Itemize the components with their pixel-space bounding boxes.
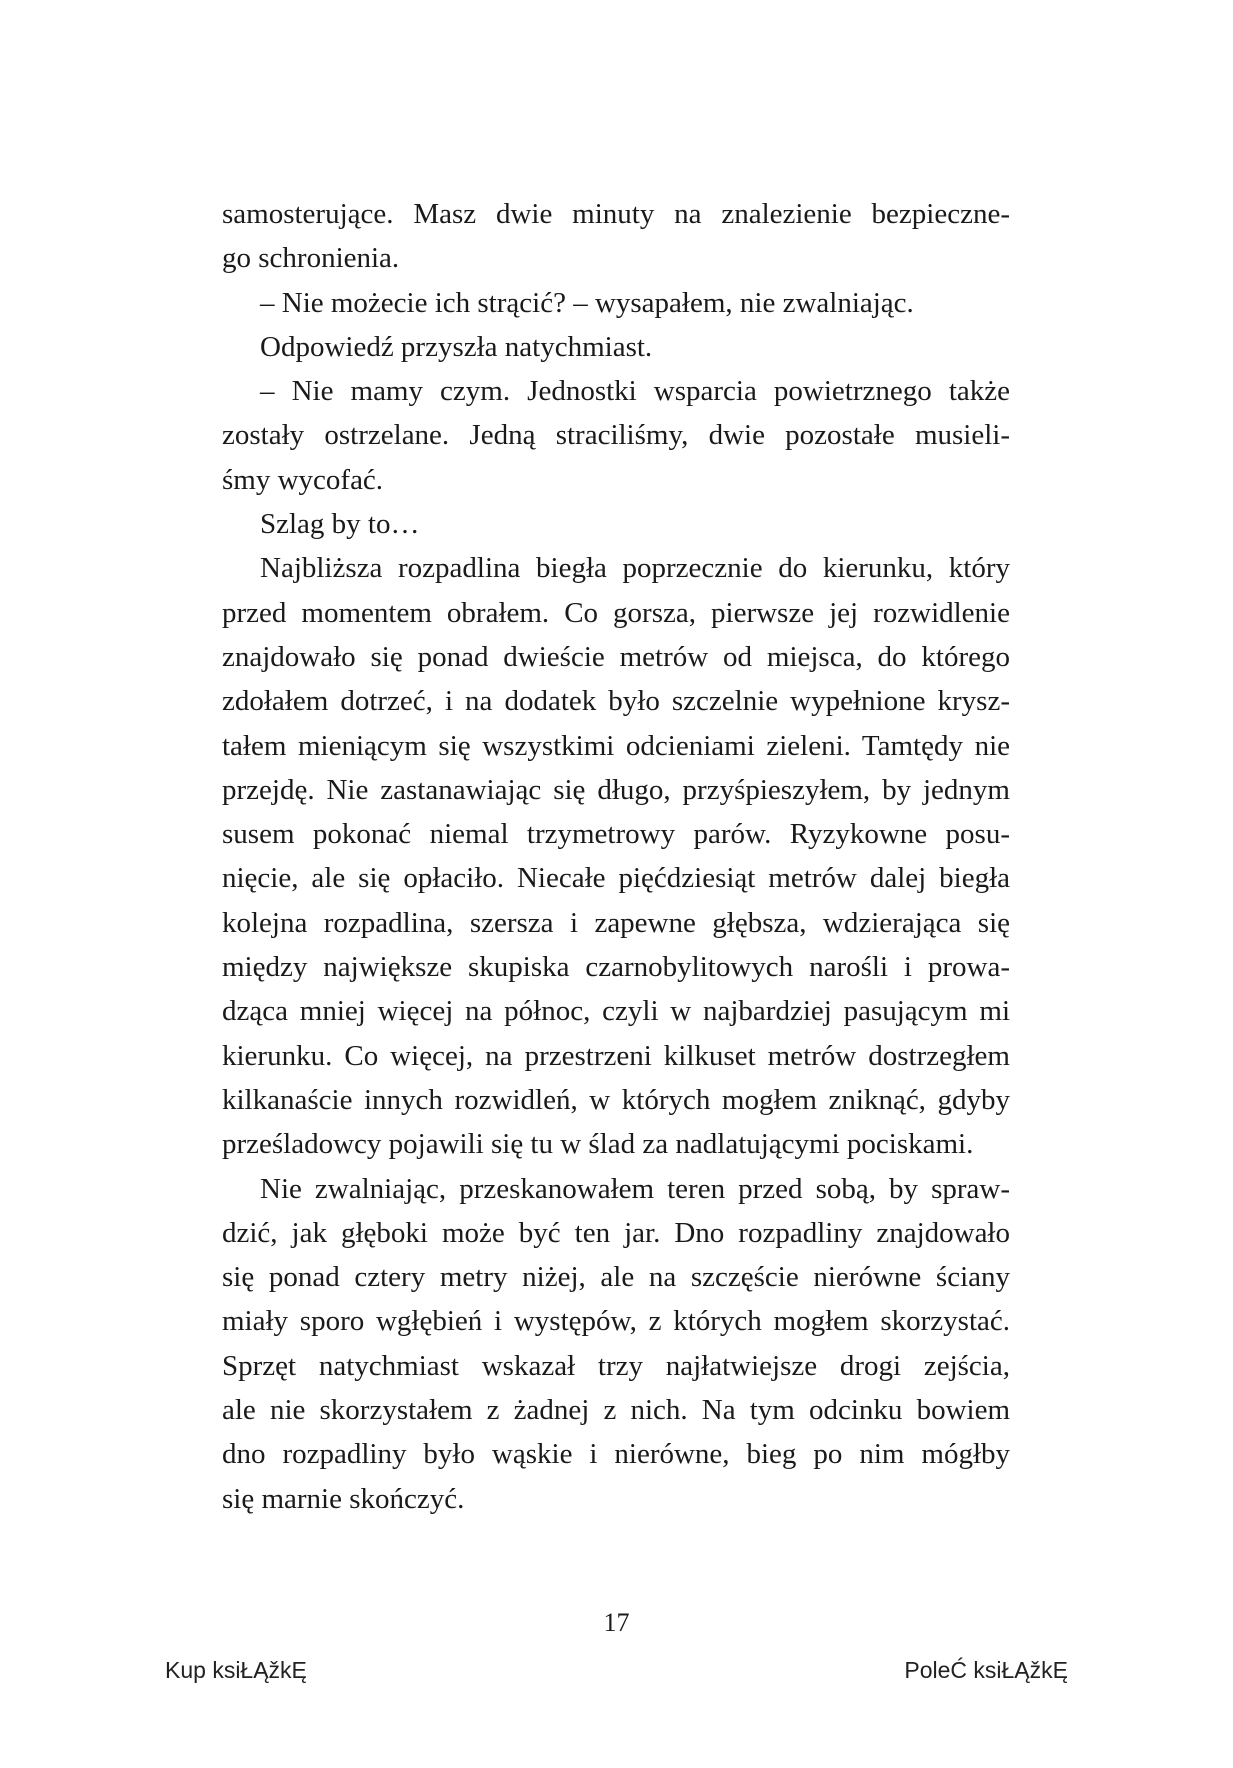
text-line: kierunku. Co więcej, na przestrzeni kilkuset metrów dostrzegłem xyxy=(222,1039,1010,1072)
text-line: się ponad cztery metry niżej, ale na szczęście nierówne ściany xyxy=(222,1261,1010,1294)
text-line: tałem mieniącym się wszystkimi odcieniami zieleni. Tamtędy nie xyxy=(222,729,1010,762)
text-line: przejdę. Nie zastanawiając się długo, przyśpieszyłem, by jednym xyxy=(222,773,1010,806)
text-line: dząca mniej więcej na północ, czyli w najbardziej pasującym mi xyxy=(222,995,1010,1028)
text-line: – Nie możecie ich strącić? – wysapałem, nie zwalniając. xyxy=(260,286,914,319)
text-line: zostały ostrzelane. Jedną straciliśmy, dwie pozostałe musieli- xyxy=(222,419,1010,452)
text-line: śmy wycofać. xyxy=(222,463,384,496)
text-line: zdołałem dotrzeć, i na dodatek było szczelnie wypełnione krysz- xyxy=(222,685,1010,718)
text-line: dno rozpadliny było wąskie i nierówne, bieg po nim mógłby xyxy=(222,1438,1010,1471)
text-line: miały sporo wgłębień i występów, z których mogłem skorzystać. xyxy=(222,1305,1010,1338)
text-line: dzić, jak głęboki może być ten jar. Dno rozpadliny znajdowało xyxy=(222,1216,1010,1249)
text-line: kolejna rozpadlina, szersza i zapewne głębsza, wdzierająca się xyxy=(222,906,1010,939)
text-line: prześladowcy pojawili się tu w ślad za nadlatującymi pociskami. xyxy=(222,1128,974,1161)
text-line: znajdowało się ponad dwieście metrów od miejsca, do którego xyxy=(222,640,1010,673)
text-line: – Nie mamy czym. Jednostki wsparcia powietrznego także xyxy=(260,375,1010,408)
text-line: Nie zwalniając, przeskanowałem teren przed sobą, by spraw- xyxy=(260,1172,1010,1205)
footer-recommend-book-link[interactable]: PoleĆ ksiŁĄžkĘ xyxy=(904,1657,1068,1683)
text-line: ale nie skorzystałem z żadnej z nich. Na tym odcinku bowiem xyxy=(222,1394,1010,1427)
text-line: przed momentem obrałem. Co gorsza, pierwsze jej rozwidlenie xyxy=(222,596,1010,629)
text-line: go schronienia. xyxy=(222,242,400,275)
text-line: się marnie skończyć. xyxy=(222,1482,465,1515)
footer-buy-book-link[interactable]: Kup ksiŁĄžkĘ xyxy=(165,1657,307,1683)
body-text xyxy=(222,192,1010,1521)
text-line: susem pokonać niemal trzymetrowy parów. Ryzykowne posu- xyxy=(222,818,1010,851)
text-line: Najbliższa rozpadlina biegła poprzecznie do kierunku, który xyxy=(260,552,1010,585)
text-line: nięcie, ale się opłaciło. Niecałe pięćdziesiąt metrów dalej biegła xyxy=(222,862,1010,895)
text-line: Szlag by to… xyxy=(260,508,420,541)
page-number: 17 xyxy=(603,1608,630,1637)
text-line: samosterujące. Masz dwie minuty na znalezienie bezpieczne- xyxy=(222,198,1010,230)
text-line: kilkanaście innych rozwidleń, w których mogłem zniknąć, gdyby xyxy=(222,1083,1010,1116)
text-line: między największe skupiska czarnobylitowych narośli i prowa- xyxy=(222,951,1010,984)
text-line: Odpowiedź przyszła natychmiast. xyxy=(260,330,653,363)
text-line: Sprzęt natychmiast wskazał trzy najłatwiejsze drogi zejścia, xyxy=(222,1349,1010,1382)
